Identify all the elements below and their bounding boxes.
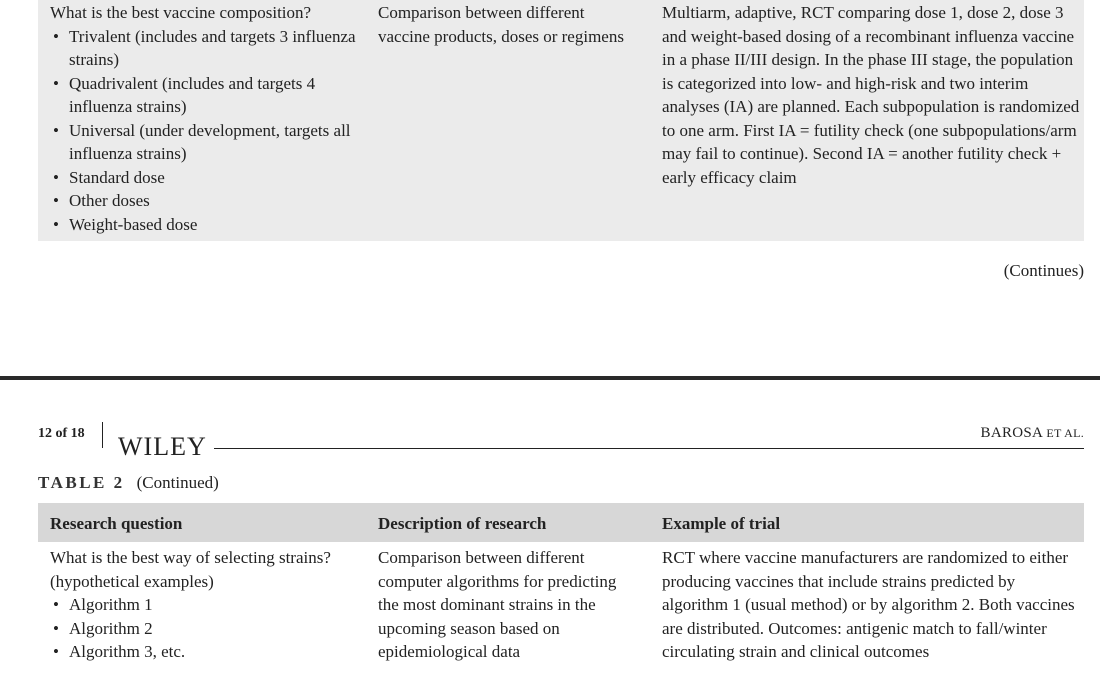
column-header-research-question: Research question bbox=[50, 514, 183, 533]
example-cell: Multiarm, adaptive, RCT comparing dose 1, dose 2, dose 3 and weight-based dosing of a recombinant influenza vaccine in a phase II/III design. In the phase III stage, the population is categorized into low- and high-risk and two interim analyses (IA) are planned. Each subpopulation is randomized to one arm. First IA = futility check (one subpopulations/arm may fail to continue). Second IA = another futility check + early efficacy claim bbox=[662, 3, 1080, 187]
column-header-example: Example of trial bbox=[662, 514, 781, 533]
list-item: • Algorithm 3, etc. bbox=[50, 640, 370, 664]
research-question-text: What is the best vaccine composition? bbox=[50, 3, 312, 22]
table-row-vaccine-composition bbox=[38, 0, 1084, 241]
example-cell: RCT where vaccine manufacturers are randomized to either producing vaccines that include strains predicted by algorithm 1 (usual method) or by algorithm 2. Both vaccines are distributed. Outcomes: antigenic match to fall/winter circulating strain and clinical outcomes bbox=[662, 548, 1075, 661]
list-item: • Algorithm 2 bbox=[50, 617, 370, 641]
authors-main: BAROSA bbox=[980, 425, 1043, 441]
running-head-rule bbox=[214, 448, 1084, 449]
description-cell: Comparison between different vaccine products, doses or regimens bbox=[378, 3, 624, 46]
list-item: • Quadrivalent (includes and targets 4 influenza strains) bbox=[50, 72, 370, 119]
list-item: • Trivalent (includes and targets 3 influenza strains) bbox=[50, 25, 370, 72]
research-question-text: What is the best way of selecting strains? (hypothetical examples) bbox=[50, 548, 331, 591]
table-label: TABLE 2 bbox=[38, 473, 125, 492]
list-item: • Standard dose bbox=[50, 166, 370, 190]
research-question-list bbox=[50, 593, 370, 664]
table-caption bbox=[38, 473, 219, 493]
continues-label: (Continues) bbox=[1003, 261, 1084, 280]
research-question-cell bbox=[50, 1, 370, 236]
list-item: • Algorithm 1 bbox=[50, 593, 370, 617]
table-row-strain-selection bbox=[38, 546, 1084, 686]
running-head bbox=[38, 420, 1084, 460]
description-cell: Comparison between different computer algorithms for predicting the most dominant strains in the upcoming season based on epidemiological data bbox=[378, 548, 617, 661]
research-question-cell bbox=[50, 546, 370, 664]
authors-et-al: ET AL. bbox=[1046, 426, 1084, 440]
table-continued: (Continued) bbox=[136, 473, 219, 492]
list-item: • Weight-based dose bbox=[50, 213, 370, 237]
list-item: • Other doses bbox=[50, 189, 370, 213]
page-divider bbox=[0, 376, 1100, 380]
page-number-separator bbox=[102, 422, 103, 448]
column-header-description: Description of research bbox=[378, 514, 547, 533]
table-header-row bbox=[38, 503, 1084, 542]
list-item: • Universal (under development, targets all influenza strains) bbox=[50, 119, 370, 166]
page-number: 12 of 18 bbox=[38, 426, 85, 441]
research-question-list bbox=[50, 25, 370, 237]
publisher-logo: WILEY bbox=[118, 432, 207, 461]
running-head-authors bbox=[981, 425, 1084, 442]
